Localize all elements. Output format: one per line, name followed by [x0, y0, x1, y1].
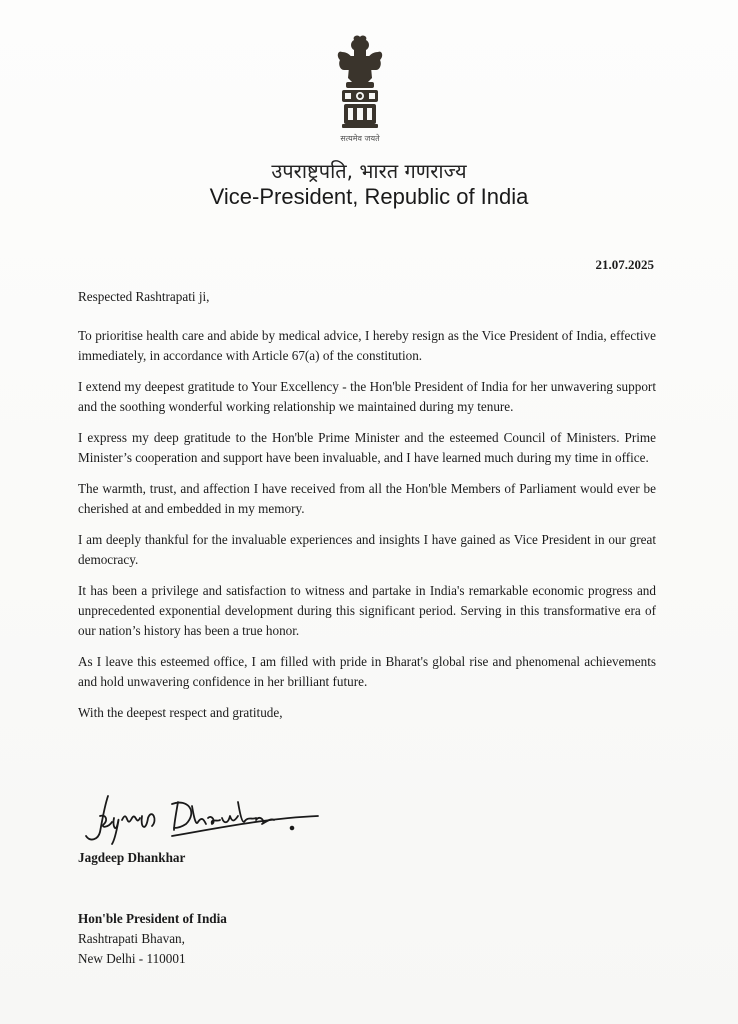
emblem-motto: सत्यमेव जयते [340, 134, 380, 143]
letterhead-english-title: Vice-President, Republic of India [209, 184, 529, 209]
letterhead-hindi-title: उपराष्ट्रपति, भारत गणराज्य [271, 159, 467, 183]
closing-line: With the deepest respect and gratitude, [78, 705, 283, 720]
addressee-title: Hon'ble President of India [78, 911, 227, 926]
letter-body [78, 287, 656, 734]
letter-date: 21.07.2025 [595, 257, 654, 272]
paragraph-1: To prioritise health care and abide by medical advice, I hereby resign as the Vice President of India, effective immediately, in accordance with Article 67(a) of the constitution. [78, 328, 656, 363]
addressee-block [78, 909, 227, 969]
paragraph-3: I express my deep gratitude to the Hon'ble Prime Minister and the esteemed Council of Ministers. Prime Minister’s cooperation and support have been invaluable, and I have learned much during my time in office. [78, 430, 656, 465]
paragraph-7: As I leave this esteemed office, I am filled with pride in Bharat's global rise and phenomenal achievements and hold unwavering confidence in her brilliant future. [78, 654, 656, 689]
paragraph-6: It has been a privilege and satisfaction to witness and partake in India's remarkable economic progress and unprecedented exponential development during this significant period. Serving in this transformative era of our nation’s history has been a true honor. [78, 583, 656, 638]
paragraph-2: I extend my deepest gratitude to Your Excellency - the Hon'ble President of India for her unwavering support and the soothing wonderful working relationship we maintained during my tenure. [78, 379, 656, 414]
handwritten-signature [78, 788, 338, 848]
paragraph-4: The warmth, trust, and affection I have received from all the Hon'ble Members of Parliament would ever be cherished at and embedded in my memory. [78, 481, 656, 516]
paragraph-5: I am deeply thankful for the invaluable experiences and insights I have gained as Vice President in our great democracy. [78, 532, 656, 567]
addressee-line-2: New Delhi - 110001 [78, 951, 186, 966]
signer-name: Jagdeep Dhankhar [78, 850, 186, 865]
addressee-line-1: Rashtrapati Bhavan, [78, 931, 185, 946]
salutation: Respected Rashtrapati ji, [78, 289, 210, 304]
